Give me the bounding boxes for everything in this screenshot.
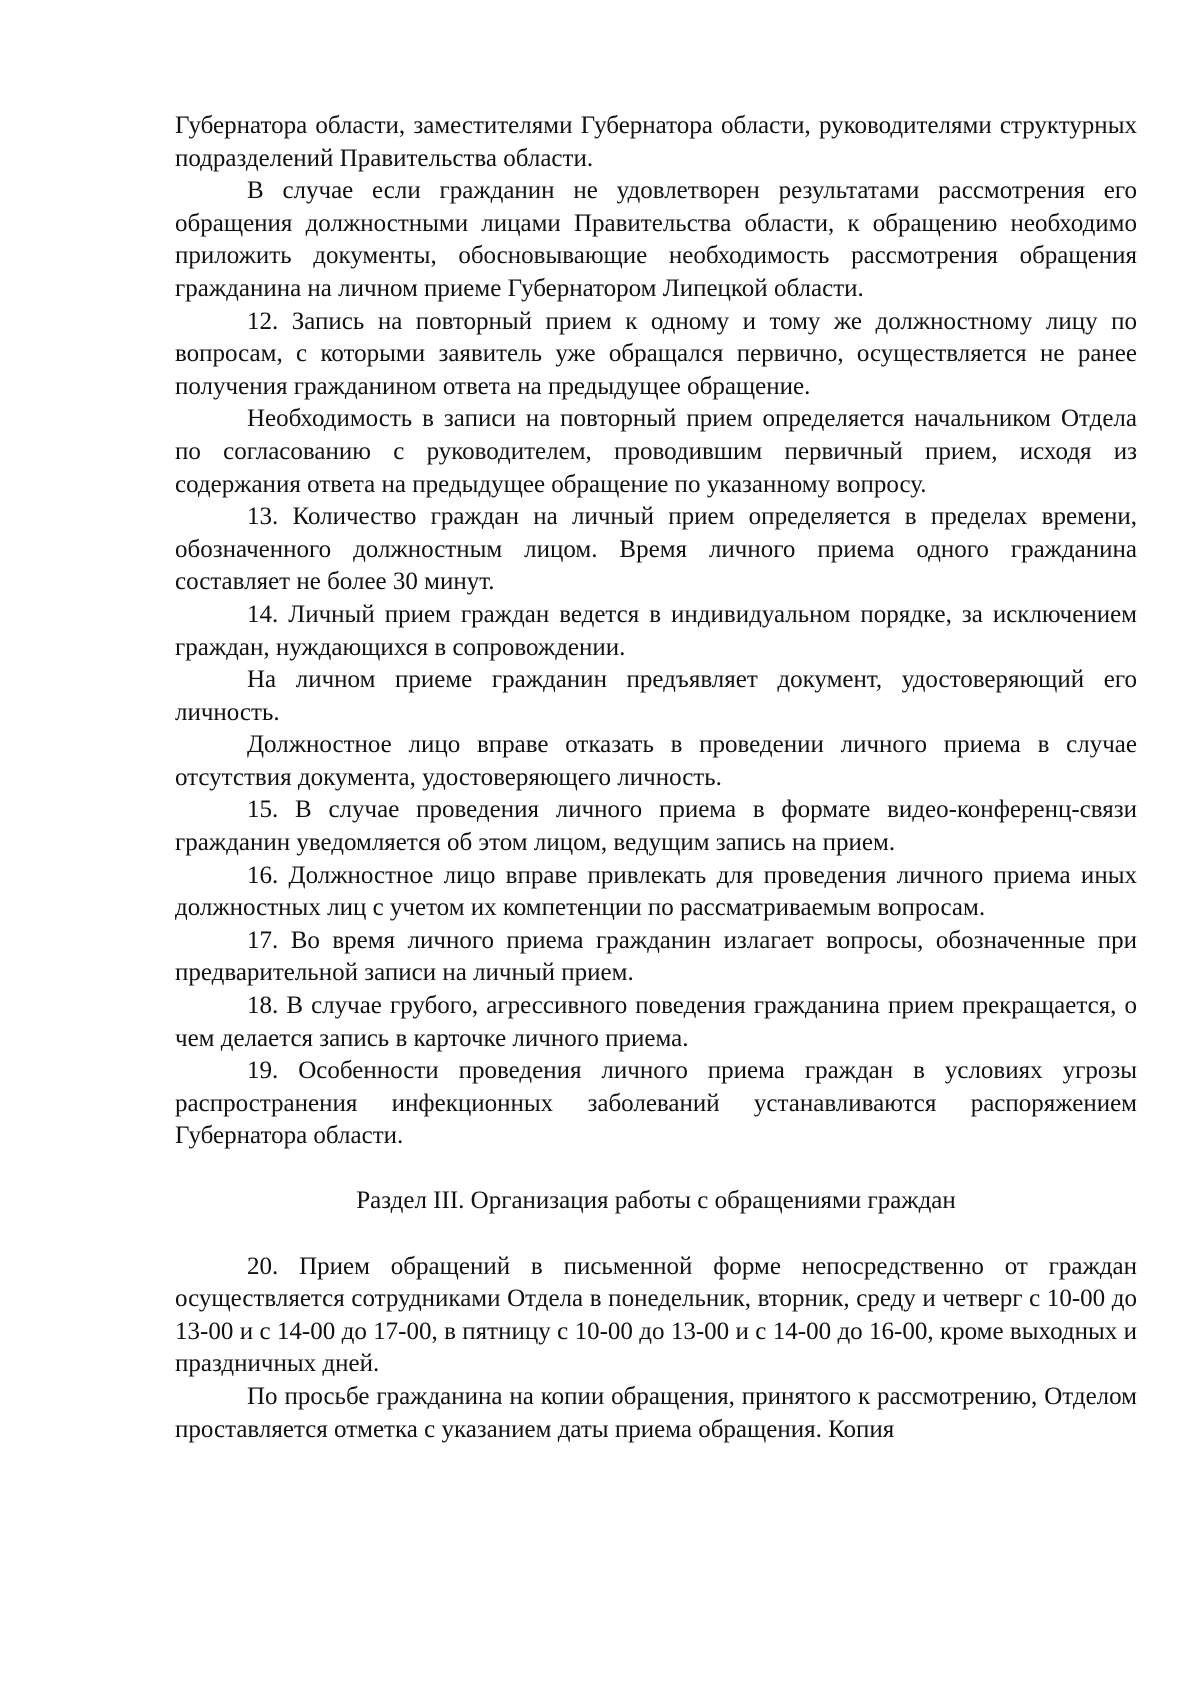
paragraph: 17. Во время личного приема гражданин излагает вопросы, обозначенные при предварительной записи на личный прием.: [175, 926, 1137, 987]
paragraph: По просьбе гражданина на копии обращения, принятого к рассмотрению, Отделом проставляется отметка с указанием даты приема обращения. Копия: [175, 1382, 1137, 1443]
paragraphs-before-heading: [175, 110, 1137, 1153]
paragraph: 19. Особенности проведения личного приема граждан в условиях угрозы распространения инфекционных заболеваний устанавливаются распоряжением Губернатора области.: [175, 1057, 1137, 1150]
paragraph: Необходимость в записи на повторный прием определяется начальником Отдела по согласованию с руководителем, проводившим первичный прием, исходя из содержания ответа на предыдущее обращение по указанному вопросу.: [175, 405, 1137, 498]
paragraph: 18. В случае грубого, агрессивного поведения гражданина прием прекращается, о чем делается запись в карточке личного приема.: [175, 992, 1137, 1052]
paragraph: Должностное лицо вправе отказать в проведении личного приема в случае отсутствия документа, удостоверяющего личность.: [175, 731, 1137, 791]
document-body: [175, 110, 1137, 1446]
paragraph: На личном приеме гражданин предъявляет документ, удостоверяющий его личность.: [175, 666, 1137, 726]
paragraphs-after-heading: [175, 1251, 1137, 1447]
paragraph: 14. Личный прием граждан ведется в индивидуальном порядке, за исключением граждан, нуждающихся в сопровождении.: [175, 600, 1137, 661]
paragraph: 20. Прием обращений в письменной форме непосредственно от граждан осуществляется сотрудниками Отдела в понедельник, вторник, среду и четверг с 10-00 до 13-00 и с 14-00 до 17-00, в пятницу с 10-00 до 13-00 и с 14-00 до 16-00, кроме выходных и праздничных дней.: [175, 1252, 1137, 1378]
paragraph: 13. Количество граждан на личный прием определяется в пределах времени, обозначенного должностным лицом. Время личного приема одного гражданина составляет не более 30 минут.: [175, 503, 1137, 596]
paragraph: Губернатора области, заместителями Губернатора области, руководителями структурных подразделений Правительства области.: [175, 112, 1137, 172]
paragraph: 15. В случае проведения личного приема в формате видео-конференц-связи гражданин уведомляется об этом лицом, ведущим запись на прием.: [175, 796, 1137, 857]
paragraph: 16. Должностное лицо вправе привлекать для проведения личного приема иных должностных лиц с учетом их компетенции по рассматриваемым вопросам.: [175, 861, 1137, 922]
section-heading: Раздел III. Организация работы с обращениями граждан: [356, 1187, 956, 1214]
paragraph: 12. Запись на повторный прием к одному и тому же должностному лицу по вопросам, с которыми заявитель уже обращался первично, осуществляется не ранее получения гражданином ответа на предыдущее обращение.: [175, 307, 1137, 400]
paragraph: В случае если гражданин не удовлетворен результатами рассмотрения его обращения должностными лицами Правительства области, к обращению необходимо приложить документы, обосновывающие необходимость рассмотрения обращения гражданина на личном приеме Губернатором Липецкой области.: [175, 177, 1137, 302]
